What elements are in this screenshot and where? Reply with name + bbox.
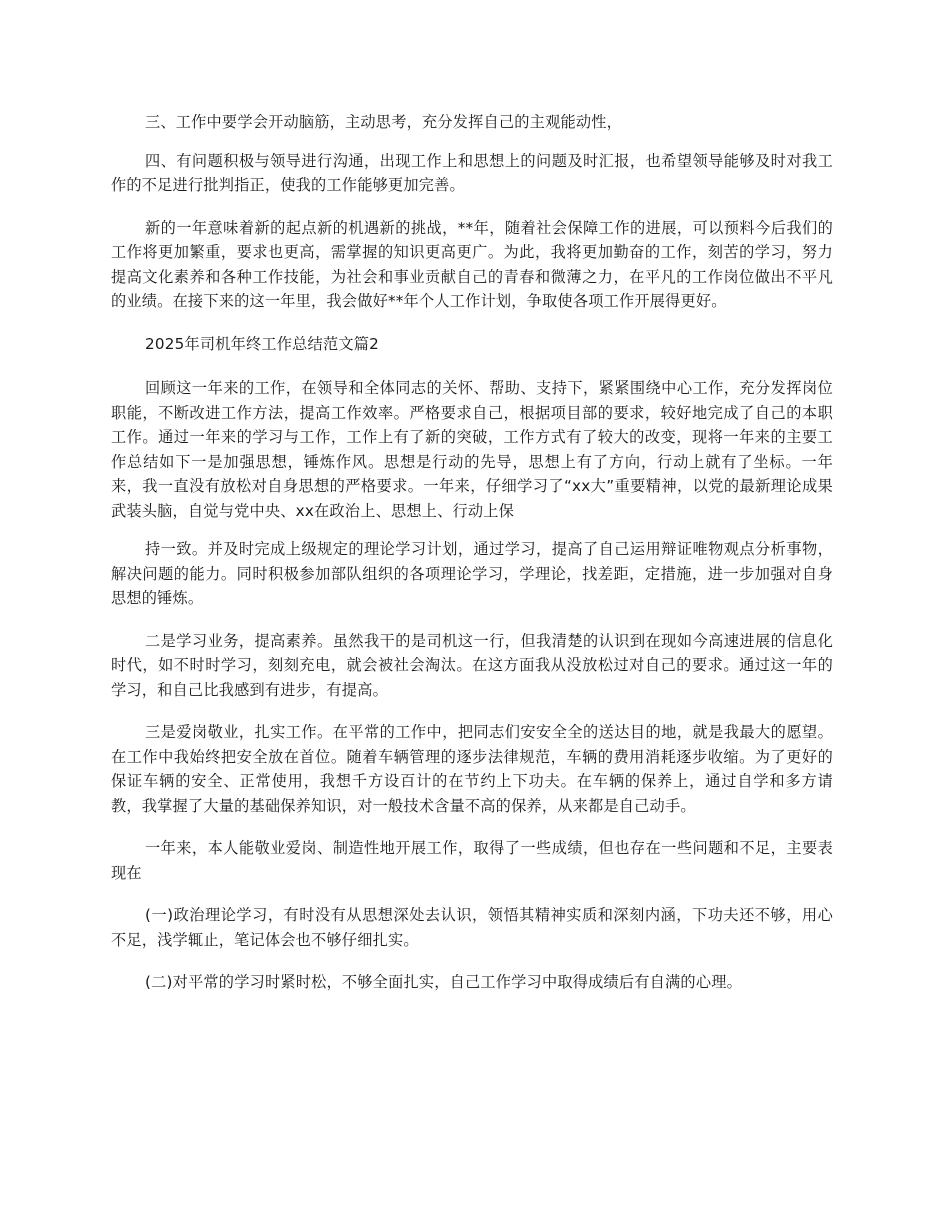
paragraph-point-three: 三、工作中要学会开动脑筋，主动思考，充分发挥自己的主观能动性， <box>145 113 623 131</box>
paragraph-point-four: 四、有问题积极与领导进行沟通，出现工作上和思想上的问题及时汇报，也希望领导能够及时对我工作的不足进行批判指正，使我的工作能够更加完善。 <box>111 151 833 194</box>
document-page <box>111 110 833 1013</box>
paragraph-shortcoming-one: (一)政治理论学习，有时没有从思想深处去认识，领悟其精神实质和深刻内涵，下功夫还不够，用心不足，浅学辄止，笔记体会也不够仔细扎实。 <box>111 906 833 949</box>
paragraph-new-year-plan: 新的一年意味着新的起点新的机遇新的挑战，**年，随着社会保障工作的进展，可以预料今后我们的工作将更加繁重，要求也更高，需掌握的知识更高更广。为此，我将更加勤奋的工作，刻苦的学习，努力提高文化素养和各种工作技能，为社会和事业贡献自己的青春和微薄之力，在平凡的工作岗位做出不平凡的业绩。在接下来的这一年里，我会做好**年个人工作计划，争取使各项工作开展得更好。 <box>111 218 833 310</box>
paragraph-study-business: 二是学习业务，提高素养。虽然我干的是司机这一行，但我清楚的认识到在现如今高速进展的信息化时代，如不时时学习，刻刻充电，就会被社会淘汰。在这方面我从没放松过对自己的要求。通过这一年的学习，和自己比我感到有进步，有提高。 <box>111 631 833 699</box>
paragraph-consistency: 持一致。并及时完成上级规定的理论学习计划，通过学习，提高了自己运用辩证唯物观点分析事物，解决问题的能力。同时积极参加部队组织的各项理论学习，学理论，找差距，定措施，进一步加强对自身思想的锤炼。 <box>111 540 833 607</box>
paragraph-review: 回顾这一年来的工作，在领导和全体同志的关怀、帮助、支持下，紧紧围绕中心工作，充分发挥岗位职能，不断改进工作方法，提高工作效率。严格要求自己，根据项目部的要求，较好地完成了自己的本职工作。通过一年来的学习与工作，工作上有了新的突破，工作方式有了较大的改变，现将一年来的主要工作总结如下一是加强思想，锤炼作风。思想是行动的先导，思想上有了方向，行动上就有了坐标。一年来，我一直没有放松对自身思想的严格要求。一年来，仔细学习了“xx大”重要精神，以党的最新理论成果武装头脑，自觉与党中央、xx在政治上、思想上、行动上保 <box>111 379 833 520</box>
section-heading: 2025年司机年终工作总结范文篇2 <box>145 334 379 353</box>
paragraph-shortcomings-intro: 一年来，本人能敬业爱岗、制造性地开展工作，取得了一些成绩，但也存在一些问题和不足，主要表现在 <box>111 839 833 882</box>
paragraph-shortcoming-two: (二)对平常的学习时紧时松，不够全面扎实，自己工作学习中取得成绩后有自满的心理。 <box>145 973 742 991</box>
paragraph-dedication: 三是爱岗敬业，扎实工作。在平常的工作中，把同志们安安全全的送达目的地，就是我最大的愿望。在工作中我始终把安全放在首位。随着车辆管理的逐步法律规范，车辆的费用消耗逐步收缩。为了更好的保证车辆的安全、正常使用，我想千方设百计的在节约上下功夫。在车辆的保养上，通过自学和多方请教，我掌握了大量的基础保养知识，对一般技术含量不高的保养，从来都是自己动手。 <box>111 723 833 815</box>
